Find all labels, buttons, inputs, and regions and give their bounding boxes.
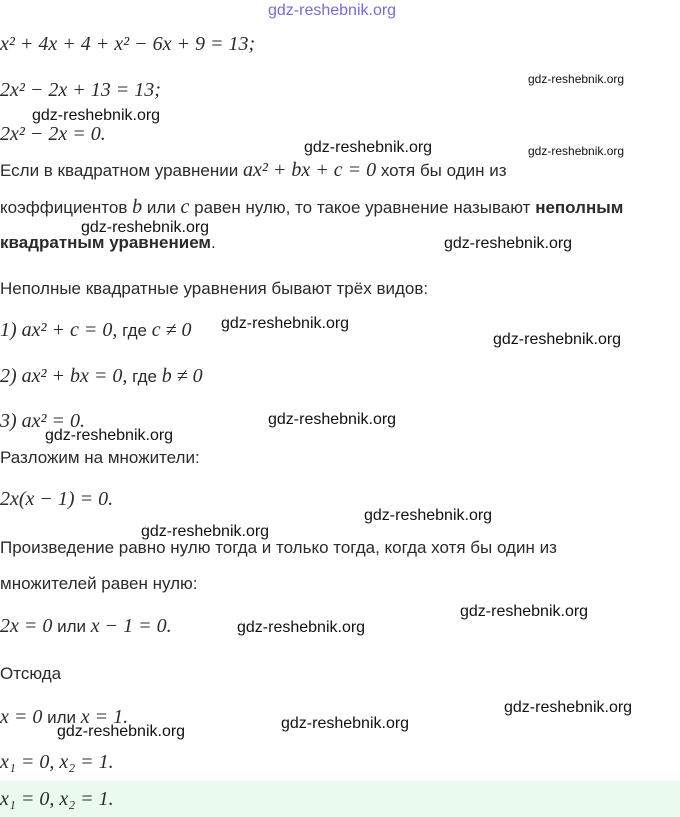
watermark-top: gdz-reshebnik.org: [268, 2, 397, 19]
watermark: gdz-reshebnik.org: [304, 139, 433, 156]
text: где: [132, 367, 157, 386]
watermark: gdz-reshebnik.org: [528, 144, 625, 158]
paragraph-kinds: Неполные квадратные уравнения бывают трёх видов:: [0, 279, 429, 298]
equation-3: 2x² − 2x = 0.: [0, 123, 106, 145]
inline-math: b: [132, 196, 143, 218]
watermark: gdz-reshebnik.org: [444, 235, 573, 252]
bold-term: квадратным уравнением: [0, 233, 211, 252]
equation-2: 2x² − 2x + 13 = 13;: [0, 79, 161, 101]
inline-math: x = 1.: [80, 706, 129, 728]
paragraph-product-2: множителей равен нулю:: [0, 574, 198, 593]
equation-7: x₁ = 0, x₂ = 1.: [0, 751, 114, 773]
text: или: [47, 708, 77, 727]
watermark: gdz-reshebnik.org: [281, 715, 410, 732]
text: где: [122, 321, 147, 340]
text: равен нулю, то такое уравнение называют: [194, 198, 531, 217]
inline-math: 2x = 0: [0, 615, 53, 637]
kind-1: [0, 318, 192, 343]
kind-3: 3) ax² = 0.: [0, 410, 86, 432]
watermark: gdz-reshebnik.org: [268, 411, 397, 428]
watermark: gdz-reshebnik.org: [504, 699, 633, 716]
inline-math: x = 0: [0, 706, 43, 728]
watermark: gdz-reshebnik.org: [364, 507, 493, 524]
text: коэффициентов: [0, 198, 128, 217]
watermark: gdz-reshebnik.org: [81, 219, 210, 236]
paragraph-factor: Разложим на множители:: [0, 448, 200, 467]
equation-1: x² + 4x + 4 + x² − 6x + 9 = 13;: [0, 33, 256, 55]
answer-line: x₁ = 0, x₂ = 1.: [0, 788, 114, 810]
text: или: [146, 198, 176, 217]
paragraph-definition-2: [0, 195, 623, 220]
watermark: gdz-reshebnik.org: [141, 523, 270, 540]
watermark: gdz-reshebnik.org: [32, 107, 161, 124]
text: .: [211, 233, 216, 252]
watermark: gdz-reshebnik.org: [237, 619, 366, 636]
inline-math: c: [180, 196, 190, 218]
inline-math: ax² + bx + c = 0: [242, 159, 377, 181]
watermark: gdz-reshebnik.org: [221, 315, 350, 332]
inline-math: 1) ax² + c = 0,: [0, 319, 118, 341]
paragraph-product-1: Произведение равно нулю тогда и только тогда, когда хотя бы один из: [0, 538, 557, 557]
text: Если в квадратном уравнении: [0, 161, 239, 180]
inline-math: c ≠ 0: [151, 319, 192, 341]
bold-term: неполным: [535, 198, 624, 217]
watermark: gdz-reshebnik.org: [57, 723, 186, 740]
watermark: gdz-reshebnik.org: [528, 72, 625, 86]
watermark: gdz-reshebnik.org: [460, 603, 589, 620]
inline-math: x − 1 = 0.: [90, 615, 172, 637]
paragraph-hence: Отсюда: [0, 664, 62, 683]
equation-4: 2x(x − 1) = 0.: [0, 488, 114, 510]
inline-math: b ≠ 0: [161, 365, 203, 387]
watermark: gdz-reshebnik.org: [45, 427, 174, 444]
watermark: gdz-reshebnik.org: [493, 331, 622, 348]
kind-2: [0, 364, 203, 389]
text: или: [57, 617, 87, 636]
text: хотя бы один из: [380, 161, 507, 180]
equation-5: [0, 614, 172, 639]
paragraph-definition-1: [0, 158, 507, 183]
inline-math: 2) ax² + bx = 0,: [0, 365, 128, 387]
